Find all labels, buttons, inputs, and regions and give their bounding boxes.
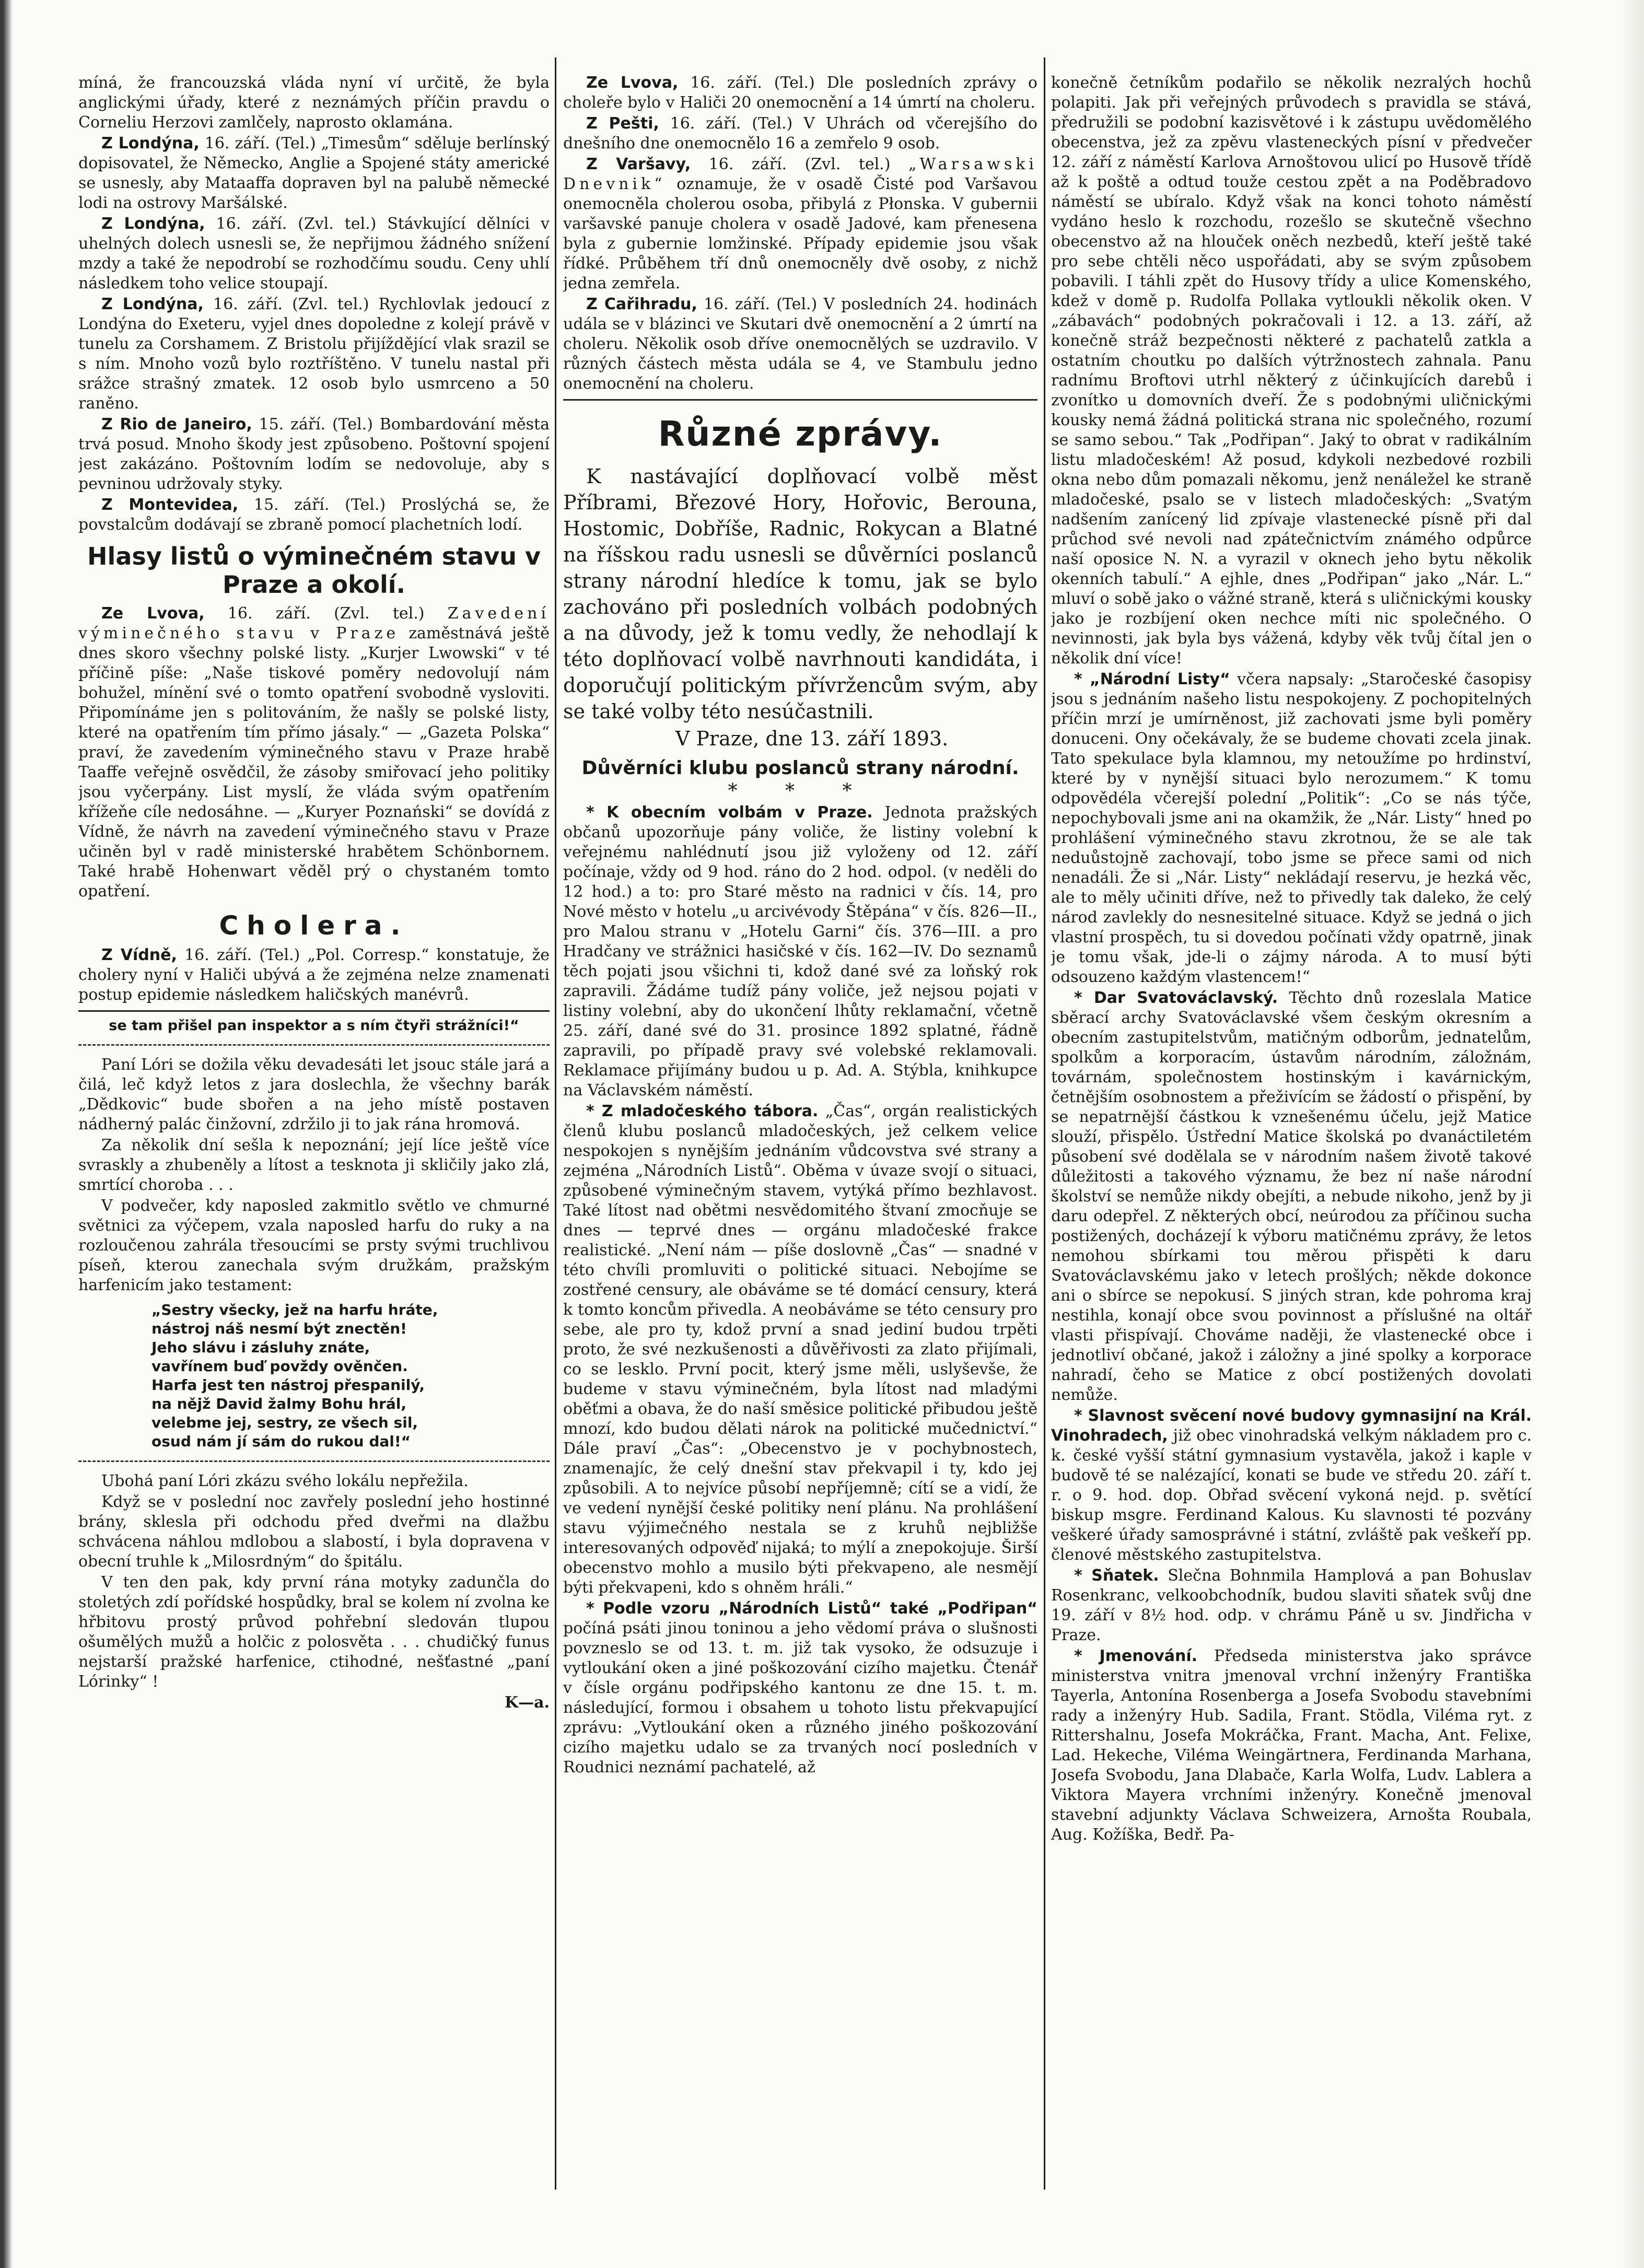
news-text: 16. září. (Tel.) V posledních 24. hodinách udála se v blázinci ve Skutari dvě onemocnění a 2 úmrtí na choleru. Několik osob dříve onemocnělých se uzdravilo. V různých částech města udála se 4, ve Stambulu jedno onemocnění na choleru. (563, 295, 1037, 393)
dateline-place: Z Rio de Janeiro, (101, 415, 252, 434)
feuilleton-paragraph: Za několik dní sešla k nepoznání; její líce ještě více svraskly a zhubeněly a lítost a tesknota ji skličily jako zlá, smrtící choroba . . . (78, 1136, 550, 1194)
news-item (563, 73, 1037, 113)
paragraph: konečně četníkům podařilo se několik nezralých hochů polapiti. Jak při veřejných průvodech s pravidla se stává, předružili se podobní kazisvětové i k zástupu uvědomělého obecenstva, jež za zpěvu vlasteneckých písní v předvečer 12. září z náměstí Karlova Arnoštovou ulicí po Husově třídě až k poště a odtud touže cestou zpět a na Poděbradovo náměstí se ubíralo. Když však na konci tohoto náměstí vydáno heslo k rozchodu, rozešlo se skutečně všechno obecenstvo až na hlouček oněch nezbedů, kteří ještě také pro sebe chtěli něco uspořádati, aby se svým způsobem pobavili. I táhli zpět do Husovy třídy a ulice Komenského, kdež v domě p. Rudolfa Pollaka vytloukli několik oken. V „zábavách“ podobných pokračovali i 12. a 13. září, až konečně stráž bezpečnosti některé z pachatelů zatkla a ostatním choutku po dalších výtržnostech zahnala. Panu radnímu Broftovi utrhl některý z účinkujících darebů i zvonítko u domovních dveří. Že s podobnými uličnickými kousky nemá žádná politická strana nic společného, rozumí se samo sebou.“ Tak „Podřipan“. Jaký to obrat v radikálním listu mladočeském! Až posud, kdykoli nezbedové rozbili okna nebo dům pomazali někomu, jenž nenáležel ke straně mladočeské, psalo se v listech mladočeských: „Svatým nadšením zanícený lid zpívaje vlastenecké písně při dal průchod své nevoli nad zpátečnictvím známého odpůrce naší oposice N. N. a vyrazil v oknech jeho bytu několik okenních tabulí.“ A ejhle, dnes „Podřipan“ jako „Nár. L.“ mluví o sobě jako o vážné straně, která s uličnickými kousky jako je rozbíjení oken nechce míti nic společného. O nevinnosti, jak byla bys vážená, kdyby věk tvůj čítal jen o několik dní více! (1051, 74, 1532, 668)
dateline-place: Z Cařihradu, (586, 295, 697, 313)
dateline-place: Ze Lvova, (101, 604, 205, 623)
column-rule-2 (1044, 57, 1045, 2190)
column-2 (563, 73, 1037, 2194)
feuilleton-paragraph: V ten den pak, kdy první rána motyky zadunčla do stoletých zdí pořídské hospůdky, bral se kolem ní zvolna ke hřbitovu prostý průvod pohřební sledován tlupou ošumělých mužů a holčic z polosvěta . . . chudičký funus nejstarší pražské harfenice, ctihodné, nešťastné „paní Lórinky“ ! (78, 1573, 550, 1691)
news-item (1051, 670, 1532, 987)
item-heading: * „Národní Listy“ (1074, 670, 1230, 688)
feuilleton-continuation-heading: se tam přišel pan inspektor a s ním čtyři strážníci!“ (109, 1018, 519, 1034)
item-heading: * Jmenování. (1074, 1647, 1198, 1665)
dateline-date: 16. září. (Zvl. tel.) (691, 155, 908, 173)
verse-block (78, 1301, 550, 1451)
item-heading: * Z mladočeského tábora. (586, 1102, 819, 1120)
feuilleton-paragraph: V podvečer, kdy naposled zakmitlo světlo ve chmurné světnici za výčepem, vzala naposled harfu do ruky a na rozloučenou zahrála třesoucími se prsty svými truchlivou píseň, kterou zanechala svým družkám, pražským harfenicím jako testament: (78, 1197, 550, 1294)
feuilleton-divider (78, 1010, 550, 1012)
item-heading: * K obecním volbám v Praze. (586, 803, 873, 822)
news-item (1051, 1646, 1532, 1845)
spaced-text: „Warsawski Dnevnik“ (563, 155, 1037, 193)
news-item (1051, 1566, 1532, 1645)
item-heading: * Podle vzoru „Národních Listů“ také „Podřipan“ (586, 1599, 1037, 1618)
news-text: 16. září. (Tel.) „Timesům“ sděluje berlínský dopisovatel, že Německo, Anglie a Spojené státy americké se usnesly, aby Mataaffa dopraven byl na palubě německé lodi na ostrovy Maršálské. (78, 134, 550, 212)
section-heading-cholera: Cholera. (219, 910, 409, 941)
news-item (78, 134, 550, 213)
news-item (78, 214, 550, 294)
news-text: Těchto dnů rozeslala Matice sběrací archy Svatováclavské všem českým okresním a obecním zastupitelstvům, matičným odborům, jednatelům, spolkům a korporacím, ústavům národním, záložnám, továrnám, společnostem hostinským i kavárnickým, četnějším osobnostem a přeživícím se žádostí o přispění, by se nepatrnější částkou k vznešenému účelu, jejž Matice slouží, přispělo. Ústřední Matice školská po dvanáctiletém působení své dodělala se v národním našem životě takové důležitosti a takového významu, že bez ní naše národní školství se nemůže nikdy obejíti, a nebude nikoho, jenž by ji daru odepřel. Z některých obcí, neúrodou za příčinou sucha postižených, docházejí k výboru matičnému zprávy, že letos nemohou sbírkami tou měrou přispěti k daru Svatováclavskému jako v letech prošlých; někde dokonce ani o sbírce se nepokusí. S jiných stran, kde pohroma kraj nestihla, konají obce svou povinnost a příslušné na oltář vlasti přispívají. Chováme naději, že vlastenecké obce i jednotliví občané, jakož i záložny a jiné spolky a korporace nahradí, čeho se Matice z obcí postižených dovolati nemůže. (1051, 989, 1532, 1404)
news-item (563, 1102, 1037, 1598)
news-item (563, 1599, 1037, 1778)
announcement-signature: Důvěrníci klubu poslanců strany národní. (581, 757, 1019, 779)
column-rule-1 (555, 57, 556, 2190)
news-item (563, 155, 1037, 294)
author-signature: K—a. (505, 1693, 550, 1712)
dateline-place: Z Varšavy, (586, 155, 691, 173)
news-text: Slečna Bohnmila Hamplová a pan Bohuslav Rosenkranc, velkoobchodník, budou slaviti sňatek svůj dne 19. září v 8½ hod. odp. v chrámu Páně u sv. Jindřicha v Praze. (1051, 1566, 1532, 1644)
verse-line: osud nám jí sám do rukou dal!“ (151, 1433, 411, 1450)
section-divider (563, 399, 1037, 401)
news-item (563, 803, 1037, 1101)
column-1 (78, 73, 550, 2194)
news-text: 16. září. (Tel.) Dle posledních zprávy o choleře bylo v Haliči 20 onemocnění a 14 úmrtí na choleru. (563, 74, 1037, 112)
item-heading: * Slavnost svěcení nové budovy gymnasijní na Král. Vinohradech, (1051, 1407, 1532, 1445)
column-3 (1051, 73, 1532, 2194)
news-item (563, 295, 1037, 394)
dateline-place: Z Londýna, (101, 215, 205, 233)
dashed-divider (78, 1044, 550, 1046)
news-item (1051, 1406, 1532, 1565)
section-heading-hlasy: Hlasy listů o výminečném stavu v Praze a okolí. (87, 542, 541, 599)
dateline-place: Z Londýna, (101, 295, 204, 313)
news-text: 15. září. (Tel.) Bombardování města trvá posud. Mnoho škody jest způsobeno. Poštovní spojení jest zakázáno. Poštovním lodím se nedovoluje, aby s pevninou udržovaly styky. (78, 415, 550, 493)
news-text: již obec vinohradská velkým nákladem pro c. k. české vyšší státní gymnasium vystavěla, jakož i kaple v budově té se nalézající, konati se bude ve středu 20. září t. r. o 9. hod. dop. Obřad svěcení vykoná nejd. p. světící biskup msgre. Ferdinand Kalous. Ku slavnosti té pozvány veškeré úřady samosprávné i státní, zvláště pak veškeří pp. členové městského zastupitelstva. (1051, 1427, 1532, 1564)
news-text: zaměstnává ještě dnes skoro všechny polské listy. „Kurjer Lwowski“ v té příčině píše: „Naše tiskové poměry nedovolují nám bohužel, mínění své o tomto opatření svobodně vysloviti. Připomínáme jen s politováním, že našly se polské listy, které na opatřením tím přímo jásaly.“ — „Gazeta Polska“ praví, že zavedením výminečného stavu v Praze hrabě Taaffe veřejně osvědčil, že zásoby smiřovací jeho politiky jsou vyčerpány. List myslí, že vláda svým opatřením křížeňe cíle nedosáhne. — „Kuryer Poznański“ se dovídá z Vídně, že návrh na zavedení výminečného stavu v Praze učiněn byl v radě ministerské hrabětem Schönbornem. Také hrabě Hohenwart věděl prý o chystaném tomto opatření. (78, 624, 550, 901)
news-text: „Čas“, orgán realistických členů klubu poslanců mladočeských, jež celkem velice nespokojen s nynějším jednáním vůdcovstva své strany a zejména „Národních Listů“. Oběma v úvaze svojí o situaci, způsobené výminečným stavem, vytýká přímo bezhlavost. Také lítost nad obětmi nesvědomitého štvaní zmocňuje se dnes — teprvé dnes — orgánu mladočeské frakce realistické. „Není nám — píše doslovně „Čas“ — snadné v této chvíli promluviti o politické situaci. Nebojíme se zostřené censury, ale obáváme se té domácí censury, která k tomto koncům přivedla. A neobáváme se této censury pro sebe, ale pro ty, kdož první a snad jediní budou trpěti proto, že své nezkušenosti a důvěřivosti za zlato přijímali, co se lesklo. První pocit, který jsme měli, uslyševše, že budeme v stavu výminečném, byla lítost nad mladými oběťmi a obava, že do naší směsice politické přibudou ještě mnozí, kdo budou dělati nárok na politické mučednictví.“ Dále praví „Čas“: „Obecenstvo je v pochybnostech, znamenajíc, že celý dnešní stav překvapil i ty, kdo jej způsobili. A to nejvíce působí nepříjemně; cítí se a vidí, že ve vedení nynější české politiky není plánu. Na prohlášení stavu výjimečného nestala se z kruhů nejbližše interesovaných odpověď nijaká; to mýlí a znepokojuje. Širší obecenstvo mohlo a musilo býti překvapeno, ale nesmějí býti překvapeni, kdo s ohněm hráli.“ (563, 1102, 1037, 1597)
verse-line: nástroj náš nesmí být znectěn! (151, 1320, 407, 1337)
news-text: oznamuje, že v osadě Čisté pod Varšavou onemocněla cholerou osoba, přibylá z Płonska. V gubernii varšavské panuje cholera v osadě Jadové, kam přenesena byla z gubernie lomžinské. Případy epidemie jsou však řídké. Průběhem tří dnů onemocněly dvě osoby, z nichž jedna zemřela. (563, 175, 1037, 293)
news-text: Předseda ministerstva jako správce ministerstva vnitra jmenoval vrchní inženýry Františka Tayerla, Antonína Rosenberga a Josefa Svobodu stavebními rady a inženýry Hub. Sadila, Frant. Stödla, Viléma ryt. z Rittershalnu, Josefa Mokráčka, Frant. Macha, Ant. Felixe, Lad. Hekeche, Viléma Weingärtnera, Ferdinanda Marhana, Josefa Svobodu, Jana Dlabače, Karla Wolfa, Ludv. Lablera a Viktora Mayera vrchními inženýry. Konečně jmenoval stavební adjunkty Václava Schweizera, Arnošta Roubala, Aug. Kožíška, Bedř. Pa- (1051, 1647, 1532, 1844)
news-text: včera napsaly: „Staročeské časopisy jsou s jednáním našeho listu nespokojeny. Z pochopitelných příčin mrzí je umírněnost, již zachovati jsme byli poměry donuceni. Ony očekávaly, že se budeme chovati zcela jinak. Tato spekulace byla klamnou, my netoužíme po hrdinství, které by v nynější situaci bylo nerozumem.“ K tomu odpovědéla včerejší polední „Politik“: „Co se nás týče, nepochybovali jsme ani na okamžik, že „Nár. Listy“ hned po prohlášení výminečného stavu zkrotnou, že se ale tak neduůstojně zachovají, tobo jsme se přece sami od nich nenadáli. Že si „Nár. Listy“ nekládají reservu, je hezká věc, ale to měly učiniti dříve, než to přivedly tak daleko, že celý národ zavlekly do nesnesitelné situace. Když se jedná o jich vlastní prospěch, tu si dovedou počínati vždy opatrně, jinak je tomu však, jde-li o zájmy národa. A to musí býti odsouzeno každým vlastencem!“ (1051, 670, 1532, 986)
announcement-dateline: V Praze, dne 13. září 1893. (675, 727, 949, 750)
paragraph: míná, že francouzská vláda nyní ví určitě, že byla anglickými úřady, které z neznámých příčin pravdu o Corneliu Herzovi zamlčely, naprosto oklamána. (78, 74, 550, 132)
verse-line: Harfa jest ten nástroj přespanilý, (151, 1376, 425, 1394)
dashed-divider (78, 1460, 550, 1462)
verse-line: velebme jej, sestry, ze všech sil, (151, 1414, 418, 1431)
feuilleton-paragraph: Ubohá paní Lóri zkázu svého lokálu nepřežila. (101, 1472, 469, 1490)
dateline-place: Z Londýna, (101, 134, 200, 153)
section-stars: * * * (728, 780, 873, 802)
dateline-place: Z Pešti, (586, 114, 659, 133)
news-item (78, 295, 550, 414)
verse-line: vavřínem buď povždy ověnčen. (151, 1358, 408, 1375)
verse-line: „Sestry všecky, jež na harfu hráte, (151, 1301, 438, 1318)
dateline-date: 16. září. (Zvl. tel.) (204, 604, 448, 623)
feuilleton-paragraph: Když se v poslední noc zavřely poslední jeho hostinné brány, sklesla při odchodu před dveřmi na dlažbu schvácena náhlou mdlobou a slabostí, i byla dopravena v obecní truhle k „Milosrdným“ do špitálu. (78, 1493, 550, 1571)
feuilleton-paragraph: Paní Lóri se dožila věku devadesáti let jsouc stále jará a čilá, leč když letos z jara doslechla, že všechny barák „Dědkovic“ bude sbořen a na jeho místě postaven nádherný palác činžovní, zdržilo ji to jak rána hromová. (78, 1056, 550, 1133)
dateline-place: Z Montevidea, (101, 496, 239, 514)
news-text: Jednota pražských občanů upozorňuje pány voliče, že listiny volební k veřejnému nahlédnutí jsou již vyloženy od 12. září počínaje, vždy od 9 hod. ráno do 2 hod. odpol. (v neděli do 12 hod.) a to: pro Staré město na radnici v čís. 14, pro Nové město v hotelu „u arcivévody Štěpána“ v čís. 826—II., pro Malou stranu v „Hotelu Garni“ čís. 376—III. a pro Hradčany ve strážnici hasičské v čís. 162—IV. Do seznamů těch pojati jsou všichni ti, kdož dané své za loňský rok zapravili. Žádáme tudíž pány voliče, jež nejsou pojati v listiny volební, aby do ukončení lhůty reklamační, včetně 25. září, dané své do 31. prosince 1892 splatné, řádně zapravili, po případě pravy své volebské reklamovali. Reklamace přijímány budou u p. Ad. A. Stýbla, knihkupce na Václavském náměstí. (563, 803, 1037, 1100)
news-item (563, 114, 1037, 154)
news-item (78, 495, 550, 535)
news-text: 16. září. (Tel.) „Pol. Corresp.“ konstatuje, že cholery nyní v Haliči ubývá a že zejména nelze znamenati postup epidemie následkem haličských manévrů. (78, 946, 550, 1004)
news-item (78, 415, 550, 494)
news-text: 16. září. (Tel.) V Uhrách od včerejšího do dnešního dne onemocnělo 16 a zemřelo 9 osob. (563, 114, 1037, 153)
item-heading: * Dar Svatováclavský. (1074, 989, 1278, 1007)
announcement-text: K nastávající doplňovací volbě měst Příbrami, Březové Hory, Hořovic, Berouna, Hostomic, Dobříše, Radnic, Rokycan a Blatné na říšskou radu usnesli se důvěrníci poslanců strany národní hledíce k tomu, jak se bylo zachováno při posledních volbách podobných a na důvody, jež k tomu vedly, že nehodlají k této doplňovací volbě navrhnouti kandidáta, i doporučují politickým přívržencům svým, aby se také volby této nesúčastnili. (563, 465, 1037, 723)
verse-line: na nějž David žalmy Bohu hrál, (151, 1395, 406, 1412)
section-heading-ruzne: Různé zprávy. (658, 414, 943, 454)
item-heading: * Sňatek. (1074, 1566, 1159, 1585)
news-item (78, 604, 550, 902)
news-text: 15. září. (Tel.) Proslýchá se, že povstalcům dodávají se zbraně pomocí plachetních lodí. (78, 496, 550, 534)
news-text: 16. září. (Zvl. tel.) Rychlovlak jedoucí z Londýna do Exeteru, vyjel dnes dopoledne z kolejí právě v tunelu za Corshamem. Z Bristolu přijíždějící vlak srazil se s ním. Mnoho vozů bylo roztříštěno. V tunelu nastal při srážce strašný zmatek. 12 osob bylo usmrceno a 50 raněno. (78, 295, 550, 413)
news-item (1051, 988, 1532, 1405)
spaced-text: Zavedení výminečného stavu v Praze (78, 604, 550, 642)
news-item (78, 945, 550, 1005)
verse-line: Jeho slávu i zásluhy znáte, (151, 1339, 370, 1356)
dateline-place: Z Vídně, (101, 946, 177, 964)
news-text: počíná psáti jinou toninou a jeho vědomí práva o slušnosti povzneslo se od 13. t. m. již tak vysoko, že odsuzuje i vytloukání oken a jiné poškozování cizího majetku. Čtenář v čísle orgánu podřipského kantonu ze dne 15. t. m. následující, formou i obsahem u tohoto listu překvapující zprávu: „Vytloukání oken a různého jiného poškozování cizího majetku udalo se za trvaných nocí posledních v Roudnici neznámí pachatelé, až (563, 1619, 1037, 1776)
dateline-place: Ze Lvova, (586, 74, 679, 92)
news-text: 16. září. (Zvl. tel.) Stávkující dělníci v uhelných dolech usnesli se, že nepřijmou žádného snížení mzdy a také že nepodrobí se rozhodčímu soudu. Ceny uhlí následkem toho velice stoupají. (78, 215, 550, 293)
